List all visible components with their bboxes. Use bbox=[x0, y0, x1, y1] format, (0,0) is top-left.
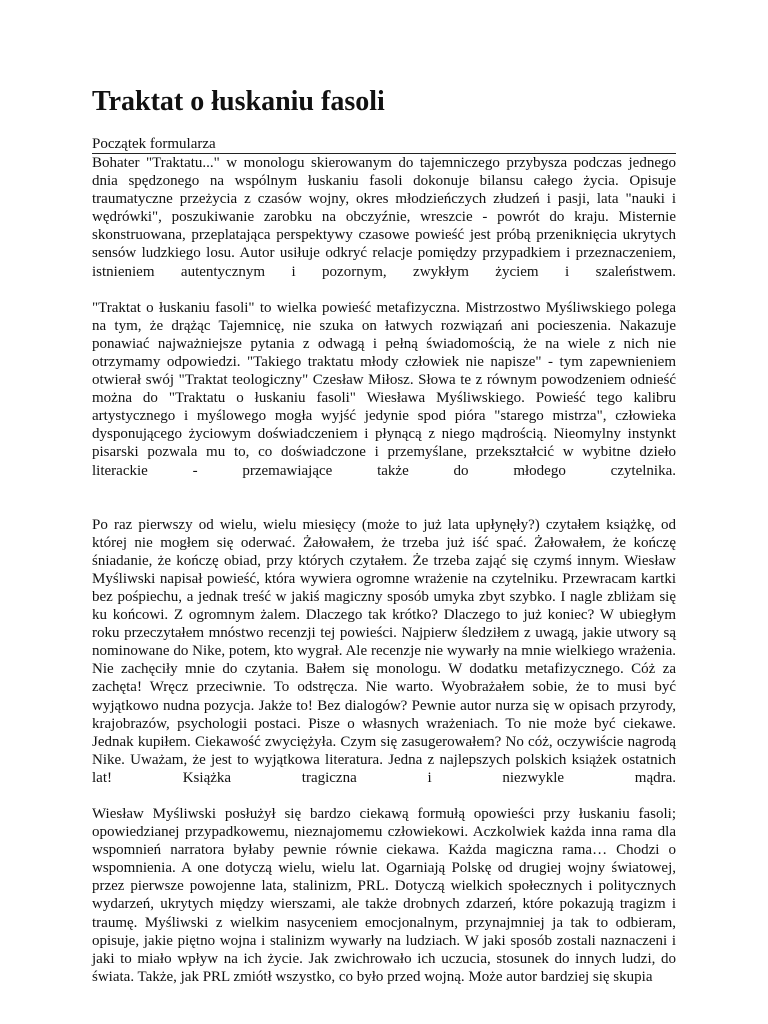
form-start-label: Początek formularza bbox=[92, 135, 676, 154]
document-title: Traktat o łuskaniu fasoli bbox=[92, 86, 385, 117]
paragraph-2: "Traktat o łuskaniu fasoli" to wielka powieść metafizyczna. Mistrzostwo Myśliwskiego polega na tym, że drążąc Tajemnicę, nie szuka on łatwych rozwiązań ani pocieszenia. Nakazuje ponawiać najważniejsze pytania z odwagą i pełną świadomością, że na wiele z nich nie otrzymamy odpowiedzi. "Takiego traktatu młody człowiek nie napisze" - tym zapewnieniem otwierał swój "Traktat teologiczny" Czesław Miłosz. Słowa te z równym powodzeniem odnieść można do "Traktatu o łuskaniu fasoli" Wiesława Myśliwskiego. Powieść tego kalibru artystycznego i myślowego mogła wyjść jedynie spod pióra "starego mistrza", człowieka dysponującego życiowym doświadczeniem i płynącą z niego mądrością. Nieomylny instynkt pisarski pozwala mu to, co doświadczone i przemyślane, przekształcić w wybitne dzieło literackie - przemawiające także do młodego czytelnika. bbox=[92, 299, 676, 479]
paragraph-1: Bohater "Traktatu..." w monologu skierowanym do tajemniczego przybysza podczas jednego dnia spędzonego na wspólnym łuskaniu fasoli dokonuje bilansu całego życia. Opisuje traumatyczne przeżycia z czasów wojny, okres młodzieńczych złudzeń i pasji, lata "nauki i wędrówki", poszukiwanie zarobku na obczyźnie, wreszcie - powrót do kraju. Misternie skonstruowana, przeplatająca perspektywy czasowe powieść jest próbą przeniknięcia ukrytych sensów ludzkiego losu. Autor usiłuje odkryć relacje pomiędzy przypadkiem i przeznaczeniem, istnieniem autentycznym i pozornym, zwykłym życiem i szaleństwem. bbox=[92, 155, 676, 280]
paragraph-3: Po raz pierwszy od wielu, wielu miesięcy (może to już lata upłynęły?) czytałem książkę, od której nie mogłem się oderwać. Żałowałem, że trzeba już iść spać. Żałowałem, że kończę śniadanie, że kończę obiad, przy których czytałem. Że trzeba zająć się czymś innym. Wiesław Myśliwski napisał powieść, która wywiera ogromne wrażenie na czytelniku. Przewracam kartki bez pośpiechu, a jednak treść w jakiś magiczny sposób umyka zbyt szybko. I nagle zbliżam się ku końcowi. Z ogromnym żalem. Dlaczego tak krótko? Dlaczego to już koniec? W ubiegłym roku przeczytałem mnóstwo recenzji tej powieści. Najpierw śledziłem z uwagą, jakie utwory są nominowane do Nike, potem, kto wygrał. Ale recenzje nie wywarły na mnie wielkiego wrażenia. Nie zachęciły mnie do czytania. Bałem się monologu. W dodatku metafizycznego. Cóż za zachęta! Wręcz przeciwnie. To odstręcza. Nie warto. Wyobrażałem sobie, że to musi być wyjątkowo nudna pozycja. Jakże to! Bez dialogów? Pewnie autor nurza się w opisach przyrody, krajobrazów, psychologii postaci. Pisze o własnych wrażeniach. To nie może być ciekawe. Jednak kupiłem. Ciekawość zwyciężyła. Czym się zasugerowałem? No cóż, oczywiście nagrodą Nike. Uważam, że jest to wyjątkowa literatura. Jedna z najlepszych polskich książek ostatnich lat! Książka tragiczna i niezwykle mądra. bbox=[92, 516, 676, 786]
document-page bbox=[92, 84, 676, 986]
paragraph-4: Wiesław Myśliwski posłużył się bardzo ciekawą formułą opowieści przy łuskaniu fasoli; opowiedzianej przypadkowemu, nieznajomemu człowiekowi. Aczkolwiek każda inna rama dla wspomnień narratora byłaby pewnie równie ciekawa. Każda magiczna rama… Chodzi o wspomnienia. A one dotyczą wielu, wielu lat. Ogarniają Polskę od drugiej wojny światowej, przez pierwsze powojenne lata, stalinizm, PRL. Dotyczą wielkich społecznych i politycznych wydarzeń, ukrytych między wierszami, ale także drobnych zdarzeń, które pokazują tragizm i traumę. Myśliwski z wielkim nasyceniem emocjonalnym, przynajmniej ja tak to odbieram, opisuje, jakie piętno wojna i stalinizm wywarły na ludziach. W jaki sposób zostali naznaczeni i jaki to miało wpływ na ich życie. Jak zwichrowało ich uczucia, stosunek do innych ludzi, do świata. Także, jak PRL zmiótł wszystko, co było przed wojną. Może autor bardziej się skupia bbox=[92, 806, 676, 985]
